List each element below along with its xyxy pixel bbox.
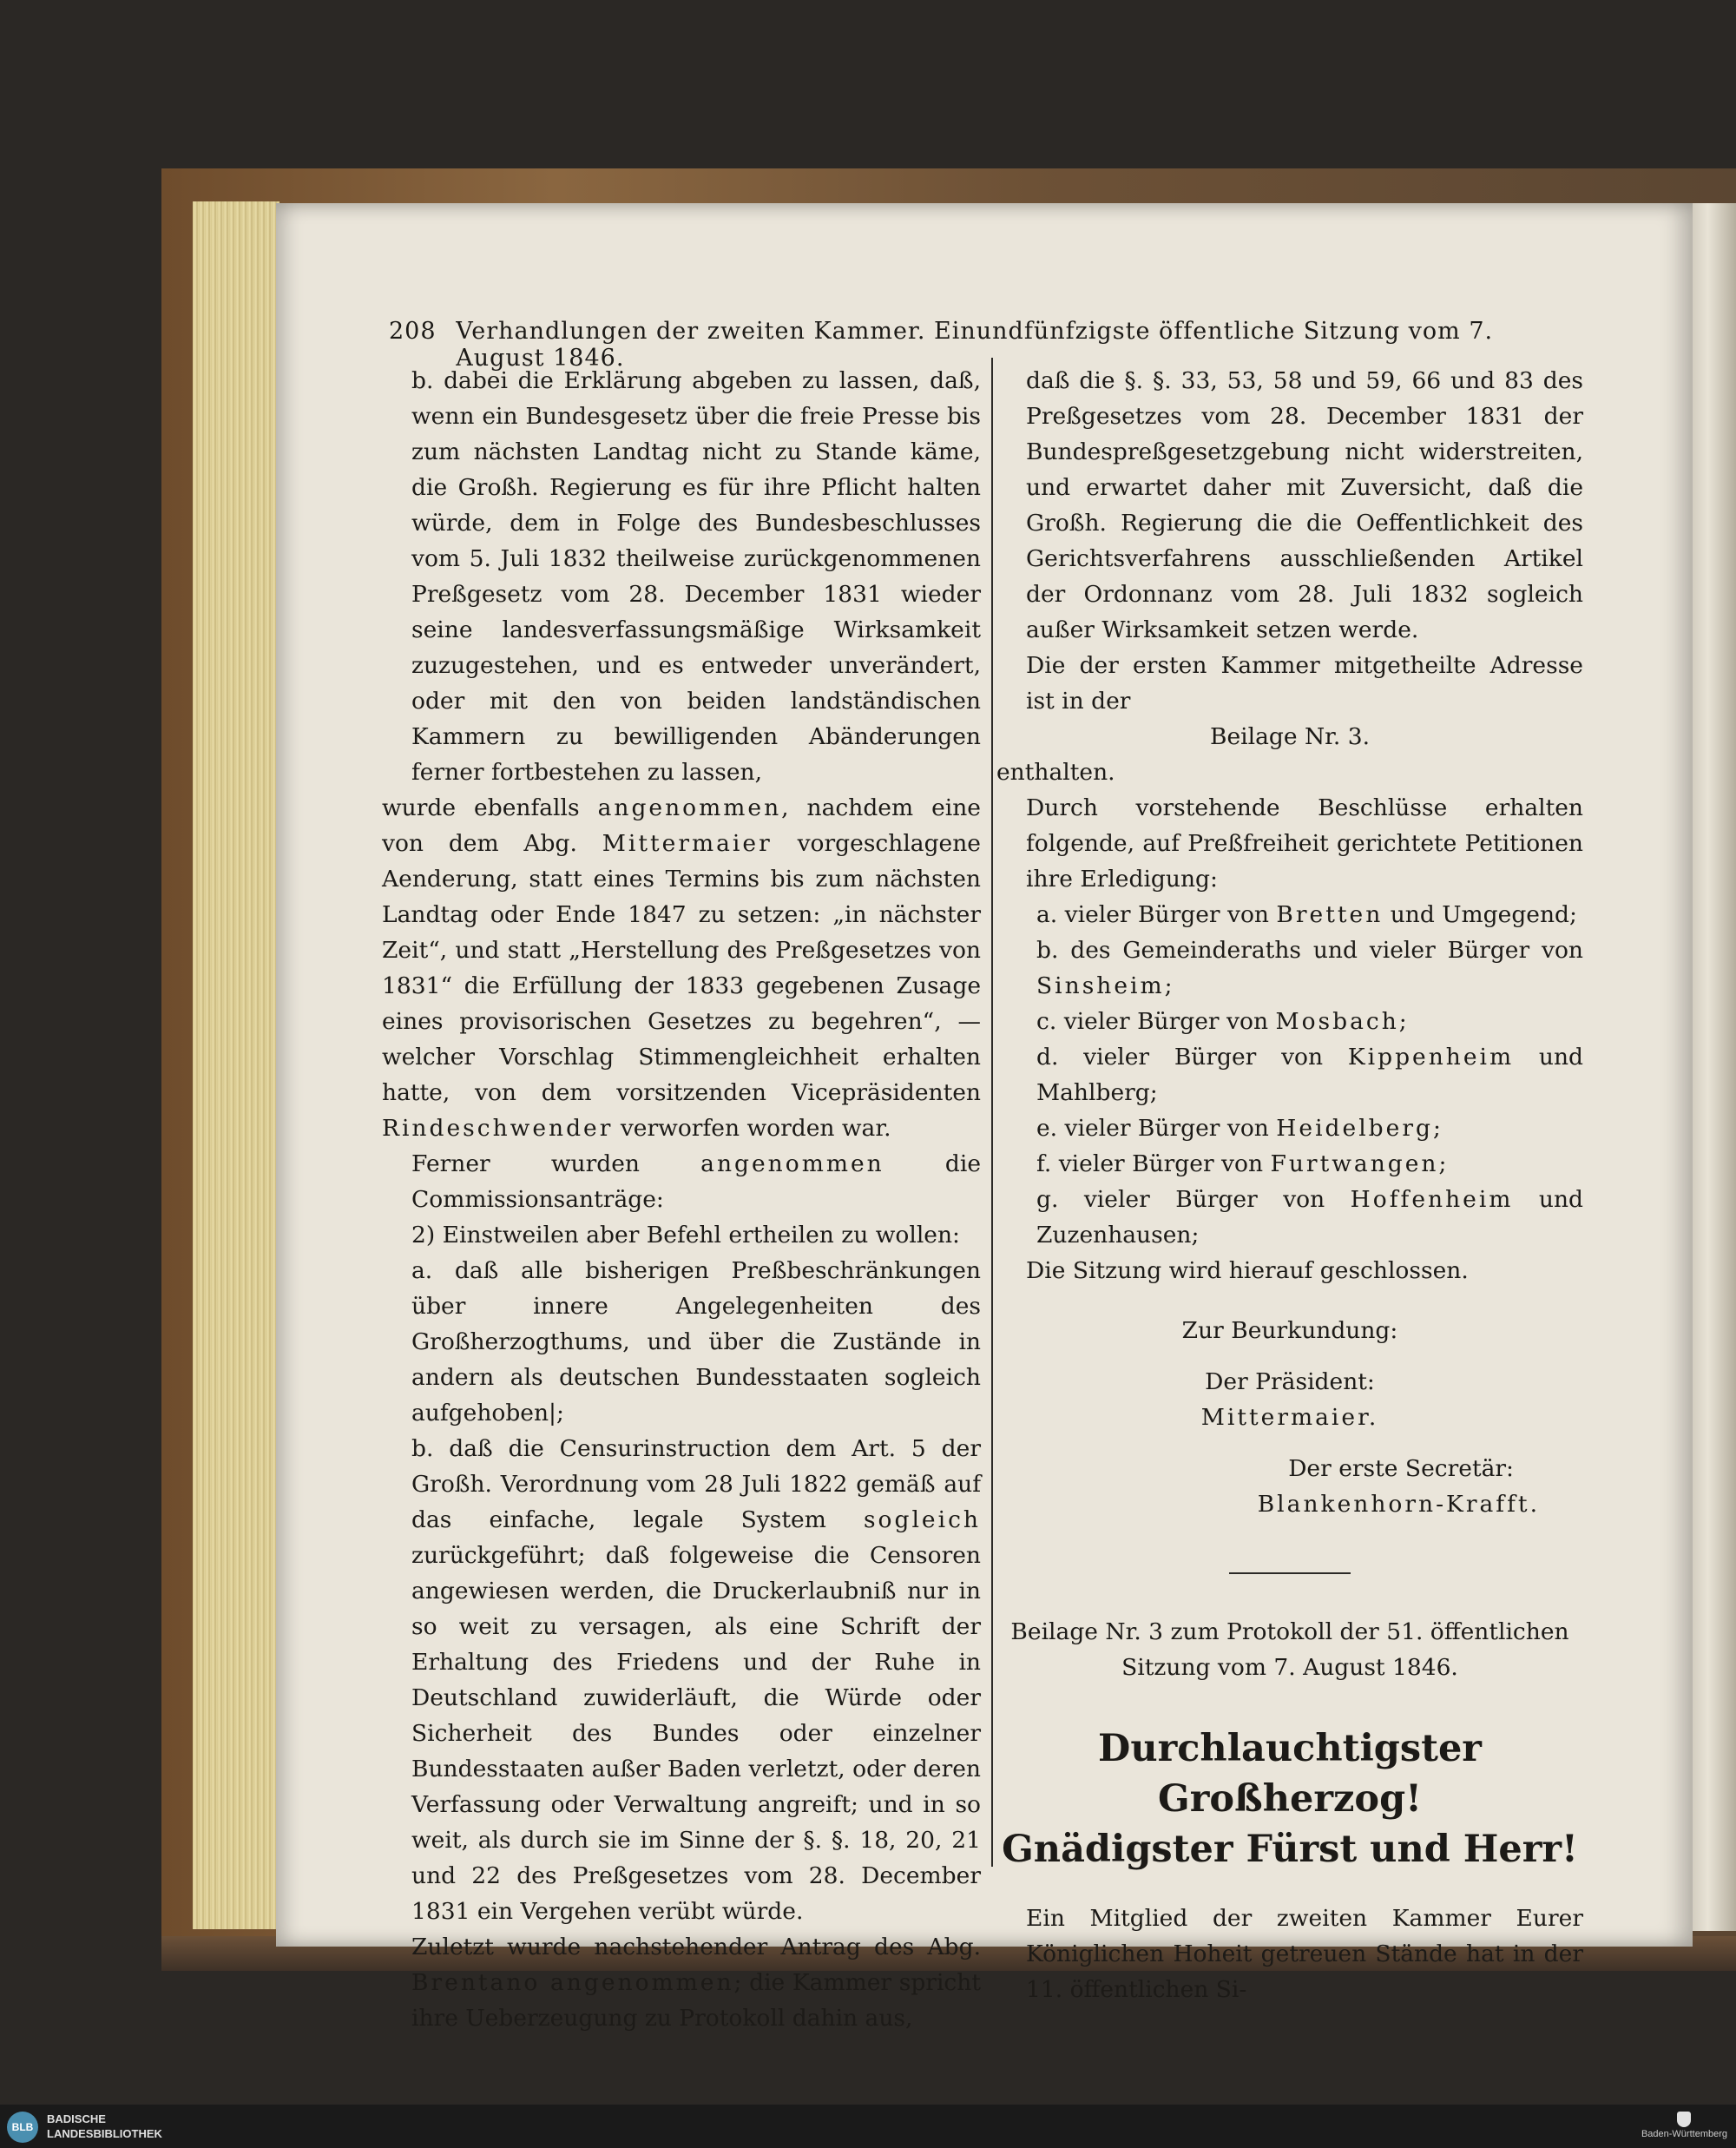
secretary-name: Blankenhorn-Krafft. — [1257, 1491, 1540, 1518]
paragraph: Ferner wurden angenommen die Commissionsanträge: — [411, 1150, 982, 1213]
president-title: Der Präsident: — [1205, 1368, 1375, 1395]
running-head-title: Verhandlungen der zweiten Kammer. Einundfünfzigste öffentliche Sitzung vom 7. August 1846. — [456, 318, 1494, 372]
paragraph: b. dabei die Erklärung abgeben zu lassen, daß, wenn ein Bundesgesetz über die freie Presse bis zum nächsten Landtag nicht zu Stande käme, die Großh. Regierung es für ihre Pflicht halten würde, dem in Folge des Bundesbeschlusses vom 5. Juli 1832 theilweise zurückgenommenen Preßgesetz vom 28. December 1831 wieder seine landesverfassungsmäßige Wirksamkeit zuzugestehen, und es entweder unverändert, oder mit den von beiden landständischen Kammern zu bewilligenden Abänderungen ferner fortbestehen zu lassen, — [411, 367, 981, 786]
paragraph: 2) Einstweilen aber Befehl ertheilen zu wollen: — [411, 1222, 960, 1249]
annex-reference: Beilage Nr. 3. — [1209, 723, 1371, 750]
salutation — [996, 1723, 1583, 1875]
list-item: a. vieler Bürger von Bretten und Umgegend; — [1036, 901, 1577, 928]
attestation: Zur Beurkundung: — [1181, 1317, 1398, 1344]
paragraph: Die Sitzung wird hierauf geschlossen. — [1026, 1257, 1469, 1284]
paragraph: enthalten. — [996, 759, 1115, 786]
salutation-line-1: Durchlauchtigster Großherzog! — [1098, 1727, 1482, 1821]
petition-list — [996, 897, 1583, 1253]
paragraph: daß die §. §. 33, 53, 58 und 59, 66 und 83 des Preßgesetzes vom 28. December 1831 der Bundespreßgesetzgebung nicht widerstreiten, und erwartet daher mit Zuversicht, daß die Großh. Regierung die die Oeffentlichkeit des Gerichtsverfahrens ausschließenden Artikel der Ordonnanz vom 28. Juli 1832 sogleich außer Wirksamkeit setzen werde. — [1026, 367, 1583, 643]
library-name: BADISCHE LANDESBIBLIOTHEK — [47, 2112, 162, 2140]
list-item: g. vieler Bürger von Hoffenheim und Zuzenhausen; — [1036, 1186, 1583, 1249]
paragraph: wurde ebenfalls angenommen, nachdem eine von dem Abg. Mittermaier vorgeschlagene Aenderung, statt eines Termins bis zum nächsten Landtag oder Ende 1847 zu setzen: „in nächster Zeit“, und statt „Herstellung des Preßgesetzes von 1831“ die Erfüllung der 1833 gegebenen Zusage eines provisorischen Gesetzes zu begehren“, — welcher Vorschlag Stimmengleichheit erhalten hatte, von dem vorsitzenden Vicepräsidenten Rindeschwender verworfen worden war. — [382, 794, 981, 1142]
paragraph: a. daß alle bisherigen Preßbeschränkungen über innere Angelegenheiten des Großherzogthums, und über die Zustände in andern als deutschen Bundesstaaten sogleich aufgehoben|; — [411, 1257, 981, 1427]
paragraph: b. daß die Censurinstruction dem Art. 5 der Großh. Verordnung vom 28 Juli 1822 gemäß auf das einfache, legale System sogleich zurückgeführt; daß folgeweise die Censoren angewiesen werden, die Druckerlaubniß nur in so weit zu versagen, als eine Schrift der Erhaltung des Friedens und der Ruhe in Deutschland zuwiderläuft, die Würde oder Sicherheit des Bundes oder einzelner Bundesstaaten außer Baden verletzt, oder deren Verfassung oder Verwaltung angreift; und in so weit, als durch sie im Sinne der §. §. 18, 20, 21 und 22 des Preßgesetzes vom 28. December 1831 ein Vergehen verübt würde. — [411, 1435, 981, 1925]
right-column — [996, 363, 1583, 2007]
library-logo-icon: BLB — [7, 2112, 38, 2143]
section-rule — [1229, 1572, 1351, 1574]
secretary-title: Der erste Secretär: — [1288, 1455, 1514, 1482]
list-item: d. vieler Bürger von Kippenheim und Mahlberg; — [1036, 1044, 1583, 1106]
left-column — [382, 363, 981, 2036]
page-number: 208 — [389, 318, 437, 345]
paragraph: Ein Mitglied der zweiten Kammer Eurer Königlichen Hoheit getreuen Stände hat in der 11. öffentlichen Si- — [1026, 1905, 1583, 2003]
column-divider — [991, 358, 993, 1867]
annex-heading: Beilage Nr. 3 zum Protokoll der 51. öffentlichen Sitzung vom 7. August 1846. — [1010, 1618, 1569, 1681]
page-edges — [193, 201, 279, 1929]
paragraph: Zuletzt wurde nachstehender Antrag des Abg. Brentano angenommen; die Kammer spricht ihre Ueberzeugung zu Protokoll dahin aus, — [411, 1934, 981, 2032]
list-item: b. des Gemeinderaths und vieler Bürger von Sinsheim; — [1036, 937, 1583, 999]
list-item: e. vieler Bürger von Heidelberg; — [1036, 1115, 1441, 1142]
region-label: Baden-Württemberg — [1641, 2129, 1727, 2139]
footer-bar — [0, 2105, 1736, 2148]
list-item: c. vieler Bürger von Mosbach; — [1036, 1008, 1407, 1035]
salutation-line-2: Gnädigster Fürst und Herr! — [1002, 1828, 1578, 1871]
region-badge — [1641, 2112, 1727, 2139]
paragraph: Durch vorstehende Beschlüsse erhalten folgende, auf Preßfreiheit gerichtete Petitionen ihre Erledigung: — [1026, 794, 1583, 893]
president-name: Mittermaier. — [1200, 1404, 1379, 1431]
list-item: f. vieler Bürger von Furtwangen; — [1036, 1150, 1447, 1177]
right-leaf — [1689, 203, 1736, 1931]
paragraph: Die der ersten Kammer mitgetheilte Adresse ist in der — [1026, 652, 1583, 715]
crest-icon — [1677, 2112, 1691, 2127]
